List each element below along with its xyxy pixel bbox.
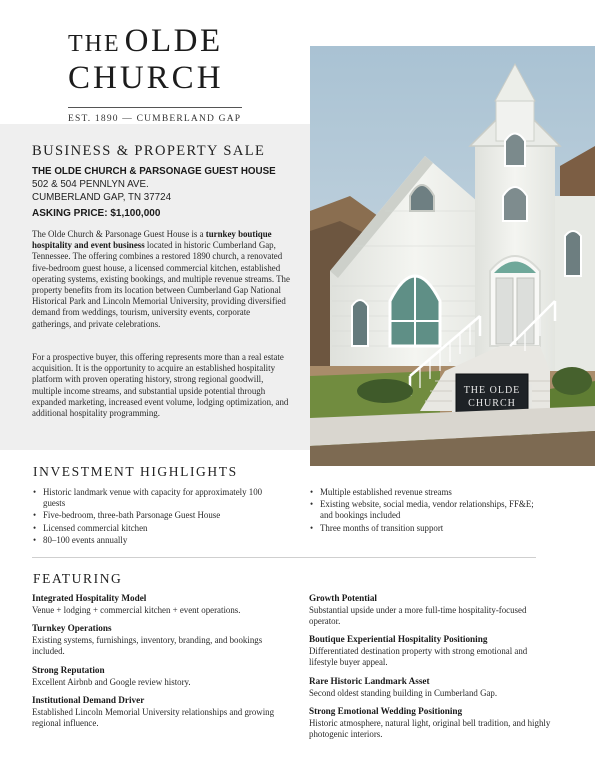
feature-title: Turnkey Operations [32, 623, 112, 633]
feature-title: Integrated Hospitality Model [32, 593, 147, 603]
feature-title: Institutional Demand Driver [32, 695, 145, 705]
feature-item [309, 593, 554, 627]
investment-highlights-title: INVESTMENT HIGHLIGHTS [33, 464, 238, 479]
logo-title-line1 [68, 24, 248, 61]
feature-title: Strong Reputation [32, 665, 105, 675]
feature-item [309, 676, 554, 699]
feature-desc: Historic atmosphere, natural light, original bell tradition, and highly photogenic interiors. [309, 717, 551, 739]
section-divider [32, 557, 536, 558]
featuring-title: FEATURING [33, 571, 123, 586]
description-paragraph-2: For a prospective buyer, this offering represents more than a real estate acquisition. It is the opportunity to acquire an established hospitality platform with proven operating history, strong regional goodwill, multiple income streams, and substantial upside potential through expanded marketing, increased event volume, lodging optimization, and additional hospitality programming. [32, 352, 289, 419]
desc-p1-end: located in historic Cumberland Gap, Tennessee. The offering combines a restored 1890 church, a renovated five-bedroom guest house, a licensed commercial kitchen, established operating systems, existing bookings, and multiple revenue streams. The property benefits from its location between Cumberland Gap National Historical Park and Lincoln Memorial University, providing diversified demand from weddings, tourism, university events, corporate gatherings, and private celebrations. [32, 240, 290, 329]
description-paragraph-1 [32, 229, 290, 330]
logo-church: CHURCH [68, 60, 224, 96]
sale-heading: BUSINESS & PROPERTY SALE [32, 143, 266, 159]
feature-desc: Venue + lodging + commercial kitchen + event operations. [32, 604, 241, 615]
church-photo [310, 46, 595, 466]
list-item: • Three months of transition support [310, 523, 540, 534]
feature-title: Rare Historic Landmark Asset [309, 676, 430, 686]
list-item: • Multiple established revenue streams [310, 487, 540, 498]
feature-desc: Substantial upside under a more full-time hospitality-focused operator. [309, 604, 527, 626]
feature-desc: Existing systems, furnishings, inventory, branding, and bookings included. [32, 634, 263, 656]
asking-price: ASKING PRICE: $1,100,000 [32, 208, 161, 219]
logo-olde: OLDE [124, 23, 223, 59]
church-photo-illustration [310, 46, 595, 466]
address-line1: 502 & 504 PENNLYN AVE. [32, 179, 149, 190]
logo-established: EST. 1890 — CUMBERLAND GAP [68, 114, 242, 124]
list-item: • Five-bedroom, three-bath Parsonage Guest House [33, 510, 263, 521]
sign-line1: THE OLDE [463, 385, 521, 396]
list-item: • Existing website, social media, vendor relationships, FF&E; and bookings included [310, 499, 540, 521]
feature-desc: Second oldest standing building in Cumberland Gap. [309, 687, 498, 698]
feature-desc: Differentiated destination property with strong emotional and lifestyle buyer appeal. [309, 645, 528, 667]
list-item: • 80–100 events annually [33, 535, 263, 546]
feature-item [32, 665, 277, 688]
feature-title: Boutique Experiential Hospitality Positioning [309, 634, 488, 644]
feature-item [32, 695, 277, 729]
investment-list-right [310, 487, 540, 535]
brand-logo [68, 24, 248, 124]
feature-item [309, 634, 554, 668]
feature-item [309, 706, 554, 740]
logo-the: THE [68, 31, 121, 57]
feature-desc: Excellent Airbnb and Google review history. [32, 676, 191, 687]
sign-line2: CHURCH [468, 398, 516, 409]
list-item: • Licensed commercial kitchen [33, 523, 263, 534]
desc-p1-start: The Olde Church & Parsonage Guest House is a [32, 229, 206, 239]
address-line2: CUMBERLAND GAP, TN 37724 [32, 192, 172, 203]
feature-item [32, 623, 277, 657]
desc-p1-bold: turnkey boutique hospitality and event business [32, 229, 272, 251]
investment-list-left [33, 487, 263, 547]
list-item: • Historic landmark venue with capacity for approximately 100 guests [33, 487, 263, 509]
feature-title: Growth Potential [309, 593, 377, 603]
property-name: THE OLDE CHURCH & PARSONAGE GUEST HOUSE [32, 166, 276, 177]
logo-rule [68, 107, 242, 108]
feature-desc: Established Lincoln Memorial University relationships and growing regional influence. [32, 706, 275, 728]
feature-title: Strong Emotional Wedding Positioning [309, 706, 463, 716]
feature-item [32, 593, 277, 616]
